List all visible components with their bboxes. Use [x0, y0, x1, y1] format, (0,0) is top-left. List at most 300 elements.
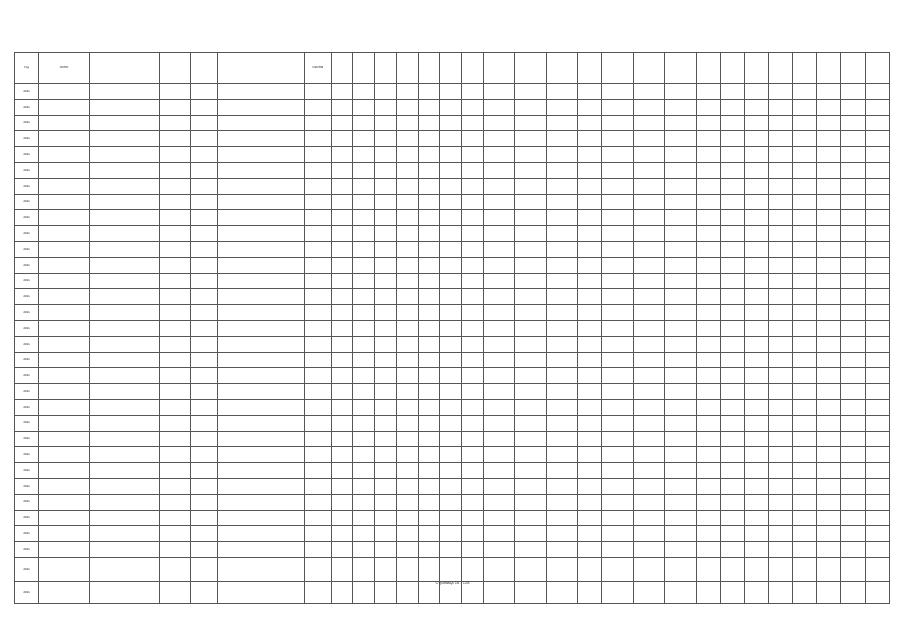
table-cell	[353, 289, 375, 305]
table-cell	[696, 194, 720, 210]
table-cell	[793, 368, 817, 384]
table-cell	[483, 384, 514, 400]
table-cell	[696, 463, 720, 479]
table-cell	[396, 226, 418, 242]
table-cell: 2011	[15, 178, 39, 194]
table-cell	[353, 115, 375, 131]
table-cell	[602, 431, 633, 447]
table-cell	[515, 131, 546, 147]
table-cell	[744, 320, 768, 336]
table-cell	[665, 147, 696, 163]
table-cell	[696, 352, 720, 368]
table-cell	[865, 99, 889, 115]
table-cell	[633, 210, 664, 226]
table-cell	[817, 336, 841, 352]
table-cell	[769, 415, 793, 431]
table-cell	[546, 542, 577, 558]
table-cell	[720, 510, 744, 526]
table-cell: 2011	[15, 194, 39, 210]
table-cell	[515, 84, 546, 100]
header-cell	[841, 53, 865, 84]
table-cell	[515, 494, 546, 510]
table-cell	[353, 194, 375, 210]
table-cell	[440, 463, 462, 479]
table-cell	[546, 336, 577, 352]
header-cell	[602, 53, 633, 84]
table-cell	[462, 447, 484, 463]
table-cell	[817, 526, 841, 542]
table-cell	[353, 336, 375, 352]
table-cell	[396, 336, 418, 352]
table-cell	[191, 210, 218, 226]
table-cell	[305, 494, 332, 510]
table-cell	[353, 557, 375, 581]
table-cell	[305, 542, 332, 558]
table-cell	[633, 494, 664, 510]
table-cell	[418, 273, 440, 289]
table-cell	[841, 510, 865, 526]
table-cell	[191, 273, 218, 289]
table-cell: 2011	[15, 447, 39, 463]
table-cell	[841, 273, 865, 289]
table-cell	[696, 84, 720, 100]
table-cell	[331, 194, 353, 210]
table-cell	[578, 415, 602, 431]
table-cell	[696, 384, 720, 400]
table-cell	[720, 115, 744, 131]
table-cell	[353, 210, 375, 226]
table-cell	[331, 478, 353, 494]
table-cell	[744, 368, 768, 384]
table-cell	[462, 494, 484, 510]
table-cell	[578, 399, 602, 415]
table-cell	[218, 241, 305, 257]
table-cell	[720, 431, 744, 447]
table-cell	[483, 478, 514, 494]
table-cell	[841, 147, 865, 163]
table-cell	[160, 289, 191, 305]
table-cell	[793, 542, 817, 558]
table-cell	[160, 131, 191, 147]
table-cell	[440, 115, 462, 131]
table-cell	[375, 84, 397, 100]
table-cell	[665, 131, 696, 147]
table-row	[15, 494, 890, 510]
table-cell	[841, 99, 865, 115]
table-cell	[191, 99, 218, 115]
table-cell	[39, 99, 90, 115]
table-cell	[440, 478, 462, 494]
table-cell	[39, 447, 90, 463]
table-cell	[633, 384, 664, 400]
table-cell	[331, 273, 353, 289]
table-cell	[633, 415, 664, 431]
table-cell	[744, 289, 768, 305]
table-cell	[769, 384, 793, 400]
table-cell	[353, 447, 375, 463]
table-cell	[546, 478, 577, 494]
table-cell	[375, 336, 397, 352]
table-cell	[305, 147, 332, 163]
table-cell	[483, 399, 514, 415]
table-cell	[665, 289, 696, 305]
table-cell	[483, 431, 514, 447]
table-cell	[375, 494, 397, 510]
table-cell	[305, 320, 332, 336]
table-cell	[305, 478, 332, 494]
table-cell	[602, 494, 633, 510]
table-cell	[744, 399, 768, 415]
table-cell	[841, 115, 865, 131]
table-cell	[160, 494, 191, 510]
table-cell	[418, 147, 440, 163]
table-cell	[696, 241, 720, 257]
header-cell	[440, 53, 462, 84]
table-cell	[462, 415, 484, 431]
table-cell	[483, 320, 514, 336]
table-cell: 2011	[15, 84, 39, 100]
table-cell	[305, 162, 332, 178]
table-row	[15, 431, 890, 447]
table-cell	[462, 320, 484, 336]
table-cell	[817, 368, 841, 384]
table-cell	[602, 178, 633, 194]
table-cell	[865, 289, 889, 305]
table-cell	[331, 399, 353, 415]
table-cell	[841, 415, 865, 431]
table-cell	[396, 178, 418, 194]
table-cell	[602, 162, 633, 178]
table-cell	[483, 147, 514, 163]
table-cell	[218, 399, 305, 415]
table-cell	[375, 305, 397, 321]
table-cell	[353, 494, 375, 510]
table-cell	[744, 494, 768, 510]
table-cell	[793, 257, 817, 273]
table-cell	[865, 115, 889, 131]
table-cell	[633, 463, 664, 479]
table-cell	[483, 210, 514, 226]
table-cell	[546, 431, 577, 447]
table-cell	[602, 542, 633, 558]
table-cell	[817, 463, 841, 479]
table-cell	[665, 273, 696, 289]
table-cell: 2011	[15, 210, 39, 226]
table-cell	[483, 131, 514, 147]
table-cell	[769, 494, 793, 510]
table-cell	[462, 478, 484, 494]
table-cell	[633, 526, 664, 542]
table-cell	[769, 178, 793, 194]
table-cell	[483, 494, 514, 510]
table-cell	[89, 463, 159, 479]
table-cell	[218, 336, 305, 352]
table-cell	[546, 131, 577, 147]
table-cell	[89, 147, 159, 163]
table-cell	[578, 384, 602, 400]
table-cell	[841, 241, 865, 257]
table-cell	[418, 289, 440, 305]
table-cell	[515, 115, 546, 131]
table-cell	[39, 273, 90, 289]
table-cell	[218, 178, 305, 194]
table-cell	[793, 241, 817, 257]
table-cell	[744, 478, 768, 494]
table-cell	[191, 399, 218, 415]
table-cell: 2011	[15, 494, 39, 510]
table-cell	[218, 447, 305, 463]
table-cell	[744, 178, 768, 194]
table-cell	[418, 463, 440, 479]
table-cell	[665, 178, 696, 194]
table-cell	[515, 273, 546, 289]
table-cell	[817, 115, 841, 131]
table-cell	[817, 273, 841, 289]
table-cell	[160, 557, 191, 581]
table-cell	[418, 384, 440, 400]
table-cell	[39, 178, 90, 194]
table-cell	[218, 431, 305, 447]
table-cell	[89, 305, 159, 321]
table-cell	[375, 162, 397, 178]
table-cell	[462, 542, 484, 558]
table-cell	[375, 320, 397, 336]
table-cell	[578, 494, 602, 510]
table-cell	[483, 447, 514, 463]
table-cell	[396, 352, 418, 368]
table-cell	[793, 273, 817, 289]
table-cell	[39, 289, 90, 305]
table-cell	[769, 368, 793, 384]
header-cell	[160, 53, 191, 84]
table-cell	[191, 241, 218, 257]
table-cell	[793, 84, 817, 100]
table-cell	[353, 399, 375, 415]
table-cell: 2011	[15, 131, 39, 147]
table-cell	[793, 447, 817, 463]
table-cell	[841, 526, 865, 542]
table-cell	[793, 526, 817, 542]
table-cell	[353, 463, 375, 479]
table-cell	[160, 431, 191, 447]
table-cell	[720, 415, 744, 431]
table-cell	[396, 147, 418, 163]
table-cell	[865, 147, 889, 163]
table-cell	[696, 131, 720, 147]
table-cell	[515, 463, 546, 479]
table-cell	[633, 194, 664, 210]
table-cell	[462, 194, 484, 210]
table-cell	[353, 178, 375, 194]
header-cell	[744, 53, 768, 84]
table-cell: 2011	[15, 273, 39, 289]
table-row	[15, 415, 890, 431]
table-row	[15, 320, 890, 336]
table-cell	[515, 431, 546, 447]
table-cell	[418, 115, 440, 131]
table-cell	[665, 305, 696, 321]
table-cell	[331, 447, 353, 463]
table-cell	[218, 99, 305, 115]
table-cell	[39, 147, 90, 163]
table-cell	[89, 289, 159, 305]
table-cell	[841, 289, 865, 305]
table-cell	[440, 510, 462, 526]
table-cell	[865, 257, 889, 273]
table-cell	[483, 273, 514, 289]
table-cell	[744, 84, 768, 100]
table-cell: 2011	[15, 542, 39, 558]
table-cell	[720, 178, 744, 194]
table-cell	[39, 115, 90, 131]
table-cell	[515, 557, 546, 581]
table-cell	[160, 305, 191, 321]
table-cell	[865, 162, 889, 178]
table-cell: 2011	[15, 305, 39, 321]
table-cell	[440, 178, 462, 194]
table-cell	[696, 336, 720, 352]
table-cell	[720, 447, 744, 463]
table-cell	[39, 399, 90, 415]
table-cell	[602, 447, 633, 463]
table-cell	[39, 226, 90, 242]
table-cell	[578, 210, 602, 226]
table-cell	[793, 399, 817, 415]
table-cell	[720, 478, 744, 494]
table-cell	[633, 447, 664, 463]
table-cell	[440, 352, 462, 368]
table-cell	[353, 226, 375, 242]
page-number-footer: Страница 16 - 128	[435, 580, 470, 585]
table-cell	[218, 147, 305, 163]
table-cell	[546, 352, 577, 368]
header-cell	[793, 53, 817, 84]
table-cell	[331, 557, 353, 581]
table-cell	[375, 431, 397, 447]
table-cell	[462, 352, 484, 368]
table-cell	[841, 84, 865, 100]
table-cell	[218, 526, 305, 542]
table-cell	[696, 289, 720, 305]
table-cell	[462, 84, 484, 100]
table-cell	[305, 305, 332, 321]
table-cell	[865, 384, 889, 400]
table-cell	[353, 147, 375, 163]
table-cell	[720, 526, 744, 542]
table-cell	[89, 431, 159, 447]
table-cell	[817, 194, 841, 210]
table-cell	[744, 526, 768, 542]
table-cell	[769, 210, 793, 226]
table-cell	[817, 241, 841, 257]
table-cell	[89, 210, 159, 226]
table-cell	[769, 273, 793, 289]
table-cell: 2011	[15, 510, 39, 526]
table-cell	[218, 226, 305, 242]
header-cell	[218, 53, 305, 84]
table-cell	[418, 542, 440, 558]
table-cell	[817, 415, 841, 431]
table-cell	[440, 226, 462, 242]
table-cell	[39, 463, 90, 479]
table-cell	[160, 226, 191, 242]
table-cell	[440, 336, 462, 352]
table-row	[15, 336, 890, 352]
table-cell	[602, 352, 633, 368]
table-cell	[665, 226, 696, 242]
table-cell	[396, 494, 418, 510]
table-cell	[160, 273, 191, 289]
table-cell	[720, 336, 744, 352]
table-cell	[305, 131, 332, 147]
table-cell	[696, 494, 720, 510]
table-cell	[39, 415, 90, 431]
table-cell	[720, 210, 744, 226]
table-cell	[396, 305, 418, 321]
table-cell	[744, 431, 768, 447]
table-cell	[515, 226, 546, 242]
table-cell: 2011	[15, 320, 39, 336]
table-cell	[633, 289, 664, 305]
table-cell	[744, 384, 768, 400]
table-cell	[483, 415, 514, 431]
table-cell	[720, 494, 744, 510]
table-cell	[720, 147, 744, 163]
table-cell	[483, 368, 514, 384]
table-cell	[696, 557, 720, 581]
table-cell	[769, 241, 793, 257]
table-cell	[440, 305, 462, 321]
table-cell	[396, 115, 418, 131]
table-cell: 2011	[15, 226, 39, 242]
table-cell	[546, 115, 577, 131]
table-cell	[440, 494, 462, 510]
table-cell	[191, 431, 218, 447]
table-cell	[817, 399, 841, 415]
table-cell	[769, 320, 793, 336]
table-cell	[793, 431, 817, 447]
table-cell	[191, 494, 218, 510]
table-cell	[602, 273, 633, 289]
table-cell	[578, 352, 602, 368]
table-cell	[720, 131, 744, 147]
table-cell	[191, 463, 218, 479]
table-cell	[602, 526, 633, 542]
table-cell	[841, 557, 865, 581]
table-cell	[665, 194, 696, 210]
table-cell	[633, 115, 664, 131]
table-cell	[462, 99, 484, 115]
table-cell	[331, 289, 353, 305]
table-cell	[331, 257, 353, 273]
table-cell	[515, 162, 546, 178]
table-cell	[218, 352, 305, 368]
table-cell	[546, 257, 577, 273]
table-cell	[191, 226, 218, 242]
table-cell	[720, 368, 744, 384]
table-cell	[375, 399, 397, 415]
table-cell	[89, 84, 159, 100]
table-cell	[769, 431, 793, 447]
table-cell	[418, 131, 440, 147]
table-cell	[375, 257, 397, 273]
table-cell	[769, 526, 793, 542]
table-cell	[546, 305, 577, 321]
table-cell	[89, 162, 159, 178]
table-cell	[515, 194, 546, 210]
table-cell	[39, 478, 90, 494]
table-cell	[89, 510, 159, 526]
